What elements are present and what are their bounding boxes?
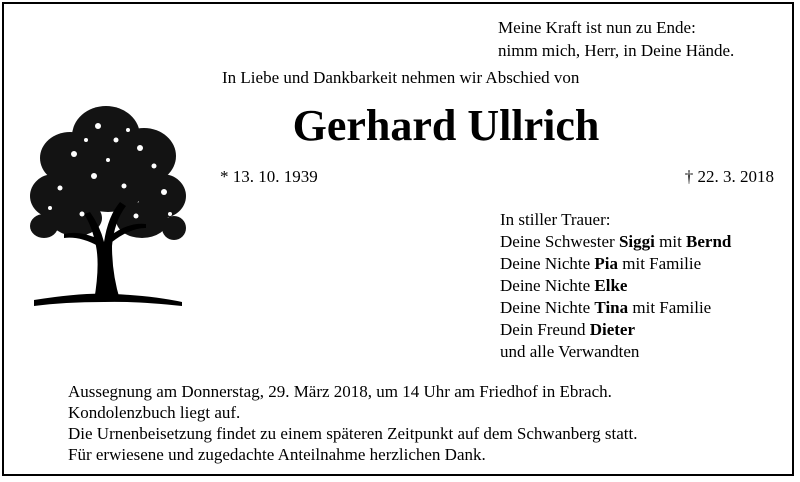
mourners-list: [500, 209, 731, 363]
mourner-connector: mit: [654, 232, 687, 251]
mourner-name: Bernd: [686, 232, 732, 251]
mourner-line: [500, 319, 731, 341]
death-date: † 22. 3. 2018: [684, 167, 774, 186]
mourner-line: [500, 231, 731, 253]
footer-line-1: Aussegnung am Donnerstag, 29. März 2018, um 14 Uhr am Friedhof in Ebrach.: [68, 382, 612, 401]
mourner-line-closing: und alle Verwandten: [500, 342, 640, 361]
mourner-relation: Deine Nichte: [500, 276, 595, 295]
mourner-suffix: mit Familie: [628, 298, 712, 317]
mourner-relation: Deine Nichte: [500, 254, 595, 273]
mourner-name: Siggi: [618, 232, 655, 251]
mourner-line: [500, 297, 731, 319]
footer-line-2: Kondolenzbuch liegt auf.: [68, 403, 241, 422]
funeral-details: [68, 381, 637, 465]
verse: [498, 16, 734, 62]
footer-line-3: Die Urnenbeisetzung findet zu einem späteren Zeitpunkt auf dem Schwanberg statt.: [68, 424, 638, 443]
intro-text: In Liebe und Dankbarkeit nehmen wir Abschied von: [222, 68, 580, 87]
mourner-relation: Deine Schwester: [500, 232, 619, 251]
birth-date: * 13. 10. 1939: [220, 167, 318, 186]
mourner-name: Tina: [594, 298, 629, 317]
mourner-name: Dieter: [589, 320, 636, 339]
mourner-line: [500, 275, 731, 297]
tree-icon: [24, 96, 190, 312]
mourner-name: Pia: [594, 254, 619, 273]
obituary-notice: [2, 2, 794, 476]
mourner-line: [500, 253, 731, 275]
footer-line-4: Für erwiesene und zugedachte Anteilnahme herzlichen Dank.: [68, 445, 486, 464]
mourner-relation: Dein Freund: [500, 320, 590, 339]
mourner-name: Elke: [594, 276, 628, 295]
mourner-suffix: mit Familie: [618, 254, 702, 273]
verse-line-2: nimm mich, Herr, in Deine Hände.: [498, 41, 735, 60]
mourners-heading: In stiller Trauer:: [500, 210, 611, 229]
mourner-relation: Deine Nichte: [500, 298, 595, 317]
verse-line-1: Meine Kraft ist nun zu Ende:: [498, 18, 696, 37]
deceased-name: Gerhard Ullrich: [292, 101, 600, 150]
